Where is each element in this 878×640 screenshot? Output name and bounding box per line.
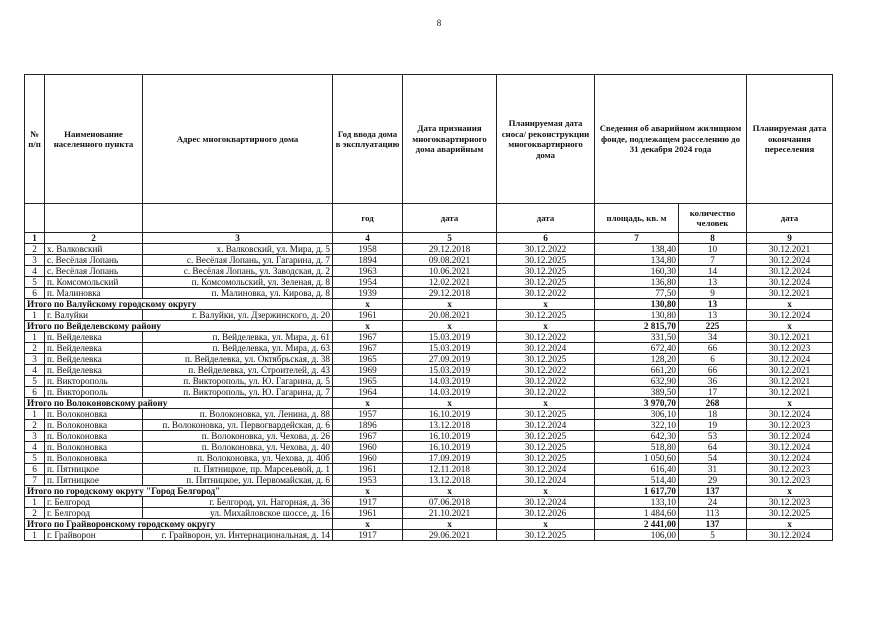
column-number: 5 xyxy=(403,233,497,244)
subtotal-cell: х xyxy=(403,398,497,409)
area: 1 484,60 xyxy=(595,508,679,519)
column-number: 1 xyxy=(25,233,45,244)
demolition-date: 30.12.2024 xyxy=(497,464,595,475)
row-number: 1 xyxy=(25,530,45,541)
address: п. Вейделевка, ул. Октябрьская, д. 38 xyxy=(143,354,333,365)
subtotal-cell: 225 xyxy=(679,321,747,332)
settlement-name: п. Пятницкое xyxy=(45,464,143,475)
header-demolition-date: Планируемая дата сноса/ реконструкции многоквартирного дома xyxy=(497,75,595,204)
subtotal-cell: 1 617,70 xyxy=(595,486,679,497)
subtotal-cell: х xyxy=(403,519,497,530)
year-commissioned: 1967 xyxy=(333,332,403,343)
resettlement-date: 30.12.2021 xyxy=(747,376,833,387)
year-commissioned: 1896 xyxy=(333,420,403,431)
year-commissioned: 1939 xyxy=(333,288,403,299)
header-housing-info: Сведения об аварийном жилищном фонде, подлежащем расселению до 31 декабря 2024 года xyxy=(595,75,747,204)
people-count: 5 xyxy=(679,530,747,541)
resettlement-date: 30.12.2024 xyxy=(747,431,833,442)
people-count: 9 xyxy=(679,288,747,299)
resettlement-date: 30.12.2023 xyxy=(747,475,833,486)
demolition-date: 30.12.2024 xyxy=(497,420,595,431)
people-count: 54 xyxy=(679,453,747,464)
emergency-date: 16.10.2019 xyxy=(403,431,497,442)
address: с. Весёлая Лопань, ул. Гагарина, д. 7 xyxy=(143,255,333,266)
year-commissioned: 1957 xyxy=(333,409,403,420)
subtotal-cell: х xyxy=(333,321,403,332)
resettlement-date: 30.12.2024 xyxy=(747,310,833,321)
emergency-date: 14.03.2019 xyxy=(403,387,497,398)
settlement-name: г. Белгород xyxy=(45,508,143,519)
people-count: 64 xyxy=(679,442,747,453)
people-count: 24 xyxy=(679,497,747,508)
settlement-name: п. Волоконовка xyxy=(45,453,143,464)
settlement-name: п. Вейделевка xyxy=(45,354,143,365)
area: 616,40 xyxy=(595,464,679,475)
emergency-date: 17.09.2019 xyxy=(403,453,497,464)
subtotal-cell: х xyxy=(403,299,497,310)
address: п. Комсомольский, ул. Зеленая, д. 8 xyxy=(143,277,333,288)
header-resettlement-date: Планируемая дата окончания переселения xyxy=(747,75,833,204)
year-commissioned: 1961 xyxy=(333,464,403,475)
settlement-name: п. Волоконовка xyxy=(45,431,143,442)
subtotal-cell: х xyxy=(497,398,595,409)
row-number: 2 xyxy=(25,508,45,519)
settlement-name: п. Вейделевка xyxy=(45,332,143,343)
settlement-name: п. Волоконовка xyxy=(45,442,143,453)
column-number: 4 xyxy=(333,233,403,244)
row-number: 6 xyxy=(25,288,45,299)
resettlement-date: 30.12.2024 xyxy=(747,277,833,288)
table-row xyxy=(25,354,833,365)
area: 632,90 xyxy=(595,376,679,387)
demolition-date: 30.12.2025 xyxy=(497,255,595,266)
subtotal-label: Итого по городскому округу "Город Белгород" xyxy=(25,486,333,497)
table-row xyxy=(25,310,833,321)
settlement-name: с. Весёлая Лопань xyxy=(45,255,143,266)
row-number: 4 xyxy=(25,266,45,277)
table-body xyxy=(25,233,833,541)
emergency-date: 07.06.2018 xyxy=(403,497,497,508)
subheader-year: год xyxy=(333,204,403,233)
year-commissioned: 1917 xyxy=(333,530,403,541)
settlement-name: с. Весёлая Лопань xyxy=(45,266,143,277)
demolition-date: 30.12.2024 xyxy=(497,475,595,486)
people-count: 29 xyxy=(679,475,747,486)
resettlement-date: 30.12.2024 xyxy=(747,530,833,541)
subheader-empty-2 xyxy=(45,204,143,233)
row-number: 6 xyxy=(25,387,45,398)
table-row xyxy=(25,442,833,453)
header-number: № п/п xyxy=(25,75,45,204)
row-number: 1 xyxy=(25,409,45,420)
year-commissioned: 1969 xyxy=(333,365,403,376)
area: 322,10 xyxy=(595,420,679,431)
table-row xyxy=(25,475,833,486)
subtotal-cell: 2 441,00 xyxy=(595,519,679,530)
year-commissioned: 1965 xyxy=(333,354,403,365)
subheader-date-5: дата xyxy=(403,204,497,233)
column-number: 9 xyxy=(747,233,833,244)
resettlement-date: 30.12.2024 xyxy=(747,453,833,464)
row-number: 3 xyxy=(25,354,45,365)
subheader-date-9: дата xyxy=(747,204,833,233)
people-count: 36 xyxy=(679,376,747,387)
table-row xyxy=(25,420,833,431)
table-row xyxy=(25,288,833,299)
subtotal-row xyxy=(25,519,833,530)
demolition-date: 30.12.2025 xyxy=(497,310,595,321)
demolition-date: 30.12.2022 xyxy=(497,332,595,343)
year-commissioned: 1958 xyxy=(333,244,403,255)
table-row xyxy=(25,277,833,288)
people-count: 10 xyxy=(679,244,747,255)
resettlement-date: 30.12.2021 xyxy=(747,387,833,398)
subtotal-cell: 13 xyxy=(679,299,747,310)
settlement-name: п. Волоконовка xyxy=(45,409,143,420)
people-count: 53 xyxy=(679,431,747,442)
area: 514,40 xyxy=(595,475,679,486)
subtotal-cell: 137 xyxy=(679,486,747,497)
emergency-date: 12.02.2021 xyxy=(403,277,497,288)
table-row xyxy=(25,431,833,442)
resettlement-date: 30.12.2021 xyxy=(747,332,833,343)
emergency-date: 29.12.2018 xyxy=(403,288,497,299)
demolition-date: 30.12.2025 xyxy=(497,409,595,420)
subtotal-cell: 137 xyxy=(679,519,747,530)
area: 77,50 xyxy=(595,288,679,299)
emergency-date: 20.08.2021 xyxy=(403,310,497,321)
resettlement-date: 30.12.2024 xyxy=(747,266,833,277)
address: п. Викторополь, ул. Ю. Гагарина, д. 5 xyxy=(143,376,333,387)
row-number: 1 xyxy=(25,497,45,508)
settlement-name: г. Грайворон xyxy=(45,530,143,541)
demolition-date: 30.12.2022 xyxy=(497,365,595,376)
subtotal-cell: х xyxy=(747,321,833,332)
people-count: 34 xyxy=(679,332,747,343)
settlement-name: г. Белгород xyxy=(45,497,143,508)
settlement-name: п. Комсомольский xyxy=(45,277,143,288)
emergency-date: 27.09.2019 xyxy=(403,354,497,365)
resettlement-date: 30.12.2021 xyxy=(747,365,833,376)
address: х. Валковский, ул. Мира, д. 5 xyxy=(143,244,333,255)
row-number: 1 xyxy=(25,332,45,343)
resettlement-date: 30.12.2024 xyxy=(747,409,833,420)
address: г. Грайворон, ул. Интернациональная, д. 14 xyxy=(143,530,333,541)
table-row xyxy=(25,255,833,266)
subtotal-cell: 268 xyxy=(679,398,747,409)
resettlement-date: 30.12.2023 xyxy=(747,464,833,475)
emergency-date: 21.10.2021 xyxy=(403,508,497,519)
demolition-date: 30.12.2022 xyxy=(497,387,595,398)
address: п. Вейделевка, ул. Строителей, д. 43 xyxy=(143,365,333,376)
subtotal-cell: х xyxy=(333,299,403,310)
subtotal-cell: 2 815,70 xyxy=(595,321,679,332)
demolition-date: 30.12.2026 xyxy=(497,508,595,519)
emergency-date: 29.12.2018 xyxy=(403,244,497,255)
row-number: 5 xyxy=(25,453,45,464)
people-count: 6 xyxy=(679,354,747,365)
address: п. Пятницкое, ул. Первомайская, д. 6 xyxy=(143,475,333,486)
area: 661,20 xyxy=(595,365,679,376)
row-number: 2 xyxy=(25,244,45,255)
settlement-name: г. Валуйки xyxy=(45,310,143,321)
demolition-date: 30.12.2025 xyxy=(497,354,595,365)
emergency-date: 16.10.2019 xyxy=(403,409,497,420)
resettlement-date: 30.12.2024 xyxy=(747,354,833,365)
address: п. Волоконовка, ул. Чехова, д. 40б xyxy=(143,453,333,464)
subtotal-cell: х xyxy=(747,299,833,310)
people-count: 14 xyxy=(679,266,747,277)
row-number: 1 xyxy=(25,310,45,321)
subheader-date-6: дата xyxy=(497,204,595,233)
address: п. Волоконовка, ул. Чехова, д. 26 xyxy=(143,431,333,442)
row-number: 3 xyxy=(25,431,45,442)
subtotal-cell: х xyxy=(747,398,833,409)
table-row xyxy=(25,343,833,354)
resettlement-date: 30.12.2024 xyxy=(747,255,833,266)
address: п. Малиновка, ул. Кирова, д. 8 xyxy=(143,288,333,299)
table-row xyxy=(25,376,833,387)
row-number: 4 xyxy=(25,442,45,453)
subtotal-label: Итого по Волоконовскому району xyxy=(25,398,333,409)
table-row xyxy=(25,530,833,541)
table-row xyxy=(25,508,833,519)
header-year-commissioned: Год ввода дома в эксплуатацию xyxy=(333,75,403,204)
column-number: 6 xyxy=(497,233,595,244)
table-row xyxy=(25,453,833,464)
emergency-date: 13.12.2018 xyxy=(403,475,497,486)
emergency-housing-table xyxy=(24,74,833,541)
subtotal-cell: х xyxy=(497,321,595,332)
resettlement-date: 30.12.2023 xyxy=(747,497,833,508)
people-count: 66 xyxy=(679,343,747,354)
settlement-name: п. Вейделевка xyxy=(45,365,143,376)
year-commissioned: 1894 xyxy=(333,255,403,266)
subtotal-cell: х xyxy=(333,486,403,497)
resettlement-date: 30.12.2023 xyxy=(747,343,833,354)
year-commissioned: 1967 xyxy=(333,431,403,442)
address: г. Валуйки, ул. Дзержинского, д. 20 xyxy=(143,310,333,321)
area: 134,80 xyxy=(595,255,679,266)
page-number: 8 xyxy=(436,18,442,28)
demolition-date: 30.12.2025 xyxy=(497,453,595,464)
address: п. Викторополь, ул. Ю. Гагарина, д. 7 xyxy=(143,387,333,398)
subtotal-cell: х xyxy=(497,299,595,310)
people-count: 7 xyxy=(679,255,747,266)
row-number: 7 xyxy=(25,475,45,486)
demolition-date: 30.12.2025 xyxy=(497,442,595,453)
table-row xyxy=(25,365,833,376)
demolition-date: 30.12.2022 xyxy=(497,244,595,255)
emergency-date: 15.03.2019 xyxy=(403,365,497,376)
table-row xyxy=(25,244,833,255)
area: 160,30 xyxy=(595,266,679,277)
resettlement-date: 30.12.2025 xyxy=(747,508,833,519)
emergency-date: 15.03.2019 xyxy=(403,343,497,354)
emergency-date: 29.06.2021 xyxy=(403,530,497,541)
emergency-date: 10.06.2021 xyxy=(403,266,497,277)
area: 138,40 xyxy=(595,244,679,255)
address: п. Вейделевка, ул. Мира, д. 61 xyxy=(143,332,333,343)
area: 672,40 xyxy=(595,343,679,354)
area: 518,80 xyxy=(595,442,679,453)
row-number: 4 xyxy=(25,365,45,376)
settlement-name: п. Вейделевка xyxy=(45,343,143,354)
year-commissioned: 1965 xyxy=(333,376,403,387)
people-count: 31 xyxy=(679,464,747,475)
year-commissioned: 1960 xyxy=(333,453,403,464)
year-commissioned: 1960 xyxy=(333,442,403,453)
subtotal-row xyxy=(25,321,833,332)
year-commissioned: 1953 xyxy=(333,475,403,486)
demolition-date: 30.12.2025 xyxy=(497,431,595,442)
subheader-empty-3 xyxy=(143,204,333,233)
area: 389,50 xyxy=(595,387,679,398)
demolition-date: 30.12.2025 xyxy=(497,530,595,541)
address: п. Вейделевка, ул. Мира, д. 63 xyxy=(143,343,333,354)
people-count: 17 xyxy=(679,387,747,398)
subheader-area: площадь, кв. м xyxy=(595,204,679,233)
area: 136,80 xyxy=(595,277,679,288)
year-commissioned: 1961 xyxy=(333,508,403,519)
subtotal-row xyxy=(25,299,833,310)
people-count: 13 xyxy=(679,310,747,321)
table-row xyxy=(25,409,833,420)
people-count: 113 xyxy=(679,508,747,519)
address: г. Белгород, ул. Нагорная, д. 36 xyxy=(143,497,333,508)
subheader-people: количество человек xyxy=(679,204,747,233)
column-number: 7 xyxy=(595,233,679,244)
resettlement-date: 30.12.2024 xyxy=(747,442,833,453)
demolition-date: 30.12.2025 xyxy=(497,277,595,288)
emergency-date: 16.10.2019 xyxy=(403,442,497,453)
year-commissioned: 1963 xyxy=(333,266,403,277)
subtotal-cell: 130,80 xyxy=(595,299,679,310)
people-count: 19 xyxy=(679,420,747,431)
emergency-date: 15.03.2019 xyxy=(403,332,497,343)
demolition-date: 30.12.2024 xyxy=(497,343,595,354)
area: 128,20 xyxy=(595,354,679,365)
demolition-date: 30.12.2024 xyxy=(497,497,595,508)
row-number: 3 xyxy=(25,255,45,266)
year-commissioned: 1967 xyxy=(333,343,403,354)
address: ул. Михайловское шоссе, д. 16 xyxy=(143,508,333,519)
table-row xyxy=(25,497,833,508)
address: п. Волоконовка, ул. Чехова, д. 40 xyxy=(143,442,333,453)
resettlement-date: 30.12.2023 xyxy=(747,420,833,431)
column-number: 3 xyxy=(143,233,333,244)
area: 130,80 xyxy=(595,310,679,321)
settlement-name: п. Волоконовка xyxy=(45,420,143,431)
area: 331,50 xyxy=(595,332,679,343)
column-number-row xyxy=(25,233,833,244)
demolition-date: 30.12.2025 xyxy=(497,266,595,277)
header-emergency-date: Дата признания многоквартирного дома аварийным xyxy=(403,75,497,204)
year-commissioned: 1954 xyxy=(333,277,403,288)
year-commissioned: 1964 xyxy=(333,387,403,398)
subtotal-cell: х xyxy=(403,486,497,497)
area: 306,10 xyxy=(595,409,679,420)
subheader-empty-1 xyxy=(25,204,45,233)
subtotal-label: Итого по Валуйскому городскому округу xyxy=(25,299,333,310)
address: п. Волоконовка, ул. Ленина, д. 88 xyxy=(143,409,333,420)
subtotal-label: Итого по Вейделевскому району xyxy=(25,321,333,332)
address: с. Весёлая Лопань, ул. Заводская, д. 2 xyxy=(143,266,333,277)
column-number: 8 xyxy=(679,233,747,244)
row-number: 6 xyxy=(25,464,45,475)
settlement-name: х. Валковский xyxy=(45,244,143,255)
subtotal-row xyxy=(25,486,833,497)
subtotal-cell: х xyxy=(403,321,497,332)
row-number: 2 xyxy=(25,420,45,431)
subtotal-row xyxy=(25,398,833,409)
table-row xyxy=(25,332,833,343)
subtotal-cell: х xyxy=(333,519,403,530)
people-count: 18 xyxy=(679,409,747,420)
emergency-date: 14.03.2019 xyxy=(403,376,497,387)
people-count: 66 xyxy=(679,365,747,376)
resettlement-date: 30.12.2021 xyxy=(747,288,833,299)
table-row xyxy=(25,266,833,277)
header-address: Адрес многоквартирного дома xyxy=(143,75,333,204)
demolition-date: 30.12.2022 xyxy=(497,376,595,387)
year-commissioned: 1961 xyxy=(333,310,403,321)
subtotal-cell: 3 970,70 xyxy=(595,398,679,409)
subtotal-cell: х xyxy=(497,486,595,497)
settlement-name: п. Викторополь xyxy=(45,387,143,398)
subtotal-label: Итого по Грайворонскому городскому округу xyxy=(25,519,333,530)
header-settlement: Наименование населенного пункта xyxy=(45,75,143,204)
settlement-name: п. Викторополь xyxy=(45,376,143,387)
settlement-name: п. Малиновка xyxy=(45,288,143,299)
emergency-date: 12.11.2018 xyxy=(403,464,497,475)
area: 106,00 xyxy=(595,530,679,541)
demolition-date: 30.12.2022 xyxy=(497,288,595,299)
table-row xyxy=(25,387,833,398)
emergency-date: 13.12.2018 xyxy=(403,420,497,431)
column-number: 2 xyxy=(45,233,143,244)
address: п. Пятницкое, пр. Марсеьевой, д. 1 xyxy=(143,464,333,475)
subtotal-cell: х xyxy=(497,519,595,530)
people-count: 13 xyxy=(679,277,747,288)
resettlement-date: 30.12.2021 xyxy=(747,244,833,255)
table-row xyxy=(25,464,833,475)
subtotal-cell: х xyxy=(747,519,833,530)
subtotal-cell: х xyxy=(747,486,833,497)
address: п. Волоконовка, ул. Первогвардейская, д. 6 xyxy=(143,420,333,431)
area: 642,30 xyxy=(595,431,679,442)
row-number: 5 xyxy=(25,277,45,288)
row-number: 5 xyxy=(25,376,45,387)
year-commissioned: 1917 xyxy=(333,497,403,508)
area: 1 050,60 xyxy=(595,453,679,464)
area: 133,10 xyxy=(595,497,679,508)
subtotal-cell: х xyxy=(333,398,403,409)
emergency-date: 09.08.2021 xyxy=(403,255,497,266)
settlement-name: п. Пятницкое xyxy=(45,475,143,486)
row-number: 2 xyxy=(25,343,45,354)
